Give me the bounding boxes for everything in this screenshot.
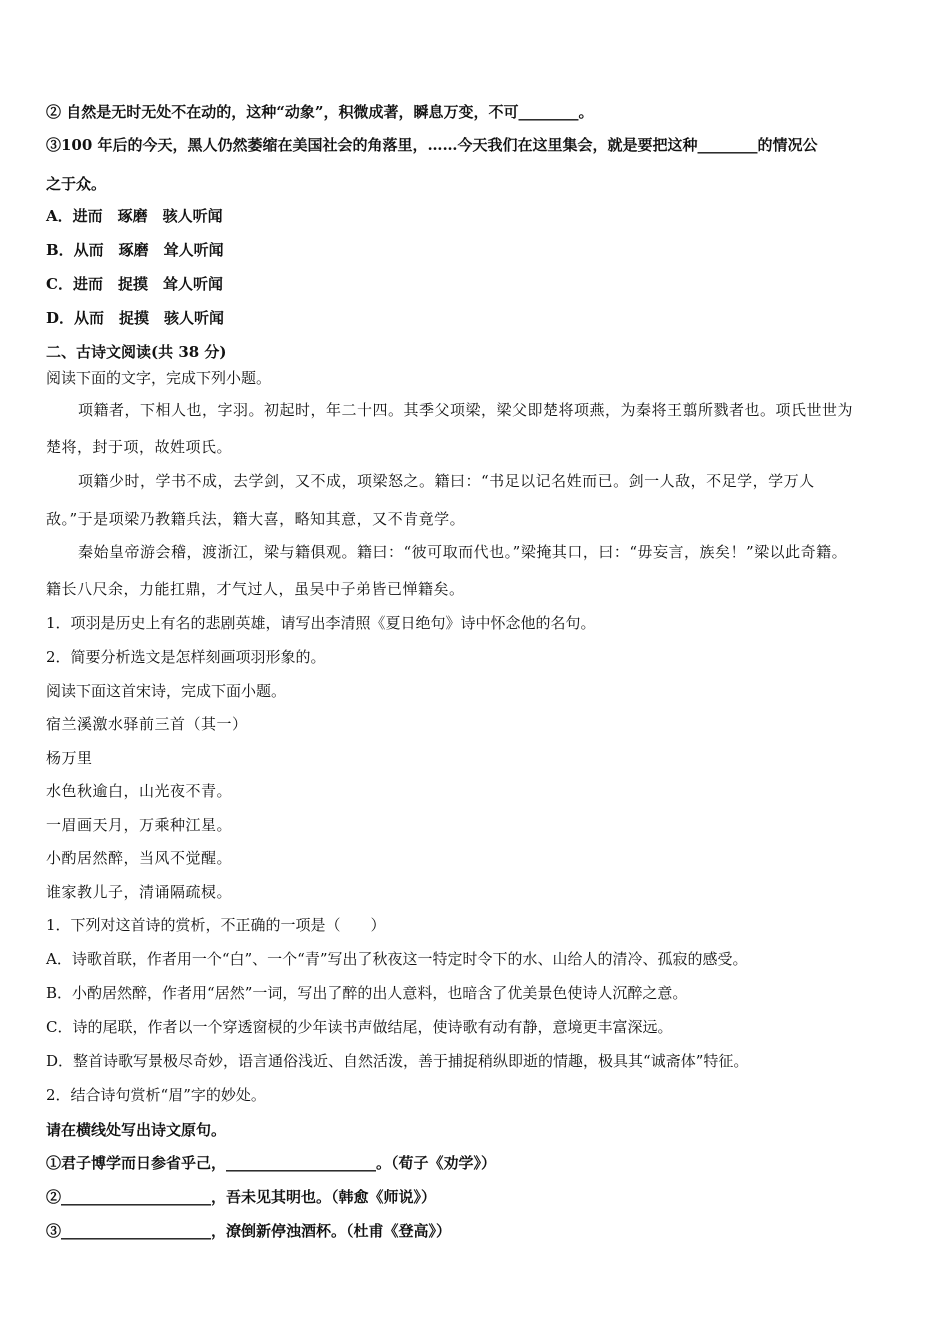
passage-line: 楚将，封于项，故姓项氏。: [46, 438, 233, 456]
passage-line: 项籍者，下相人也，字羽。初起时，年二十四。其季父项梁，梁父即楚将项燕，为秦将王翦所戮者也。项氏世世为: [78, 401, 854, 419]
poem-line: 水色秋逾白，山光夜不青。: [46, 782, 233, 800]
poem-option-b: B．小酌居然醉，作者用“居然”一词，写出了醉的出人意料，也暗含了优美景色使诗人沉醉之意。: [46, 984, 688, 1002]
poem-line: 小酌居然醉，当风不觉醒。: [46, 849, 233, 867]
fill-item-2: ②____________________，吾未见其明也。（韩愈《师说》）: [46, 1188, 437, 1206]
section-heading: 二、古诗文阅读(共 38 分): [46, 343, 227, 361]
prev-question-item-3-line1: ③100 年后的今天，黑人仍然萎缩在美国社会的角落里，……今天我们在这里集会，就是要把这种________的情况公: [46, 136, 818, 154]
passage-line: 秦始皇帝游会稽，渡浙江，梁与籍俱观。籍曰：“彼可取而代也。”梁掩其口，曰：“毋妄言，族矣！”梁以此奇籍。: [78, 543, 848, 561]
poem-line: 一眉画天月，万乘种江星。: [46, 816, 233, 834]
poem-option-a: A．诗歌首联，作者用一个“白”、一个“青”写出了秋夜这一特定时令下的水、山给人的清冷、孤寂的感受。: [46, 950, 748, 968]
fill-item-1: ①君子博学而日参省乎己，____________________。（荀子《劝学》）: [46, 1154, 497, 1172]
fill-item-3: ③____________________，潦倒新停浊酒杯。（杜甫《登高》）: [46, 1222, 452, 1240]
poem-title: 宿兰溪激水驿前三首（其一）: [46, 715, 248, 733]
prev-question-item-3-line2: 之于众。: [46, 175, 107, 193]
poem-intro: 阅读下面这首宋诗，完成下面小题。: [46, 682, 287, 700]
poem-question-1: 1．下列对这首诗的赏析，不正确的一项是（ ）: [46, 916, 386, 934]
passage-line: 项籍少时，学书不成，去学剑，又不成，项梁怒之。籍曰：“书足以记名姓而已。剑一人敌，不足学，学万人: [78, 472, 815, 490]
poem-option-d: D．整首诗歌写景极尽奇妙，语言通俗浅近、自然活泼，善于捕捉稍纵即逝的情趣，极具其“诚斋体”特征。: [46, 1052, 749, 1070]
question-1: 1．项羽是历史上有名的悲剧英雄，请写出李清照《夏日绝句》诗中怀念他的名句。: [46, 614, 596, 632]
passage-line: 敌。”于是项梁乃教籍兵法，籍大喜，略知其意，又不肯竟学。: [46, 510, 466, 528]
fill-heading: 请在横线处写出诗文原句。: [46, 1121, 227, 1139]
option-b: B．从而 琢磨 耸人听闻: [46, 241, 224, 259]
option-a: A．进而 琢磨 骇人听闻: [46, 207, 223, 225]
prev-question-item-2: ② 自然是无时无处不在动的，这种“动象”，积微成著，瞬息万变，不可________。: [46, 103, 594, 121]
question-2: 2．简要分析选文是怎样刻画项羽形象的。: [46, 648, 326, 666]
reading-intro: 阅读下面的文字，完成下列小题。: [46, 369, 272, 387]
poem-author: 杨万里: [46, 749, 93, 767]
poem-line: 谁家教儿子，清诵隔疏棂。: [46, 883, 233, 901]
poem-question-2: 2．结合诗句赏析“眉”字的妙处。: [46, 1086, 266, 1104]
option-d: D．从而 捉摸 骇人听闻: [46, 309, 225, 327]
option-c: C．进而 捉摸 耸人听闻: [46, 275, 223, 293]
passage-line: 籍长八尺余，力能扛鼎，才气过人，虽吴中子弟皆已惮籍矣。: [46, 580, 465, 598]
poem-option-c: C．诗的尾联，作者以一个穿透窗棂的少年读书声做结尾，使诗歌有动有静，意境更丰富深远。: [46, 1018, 673, 1036]
